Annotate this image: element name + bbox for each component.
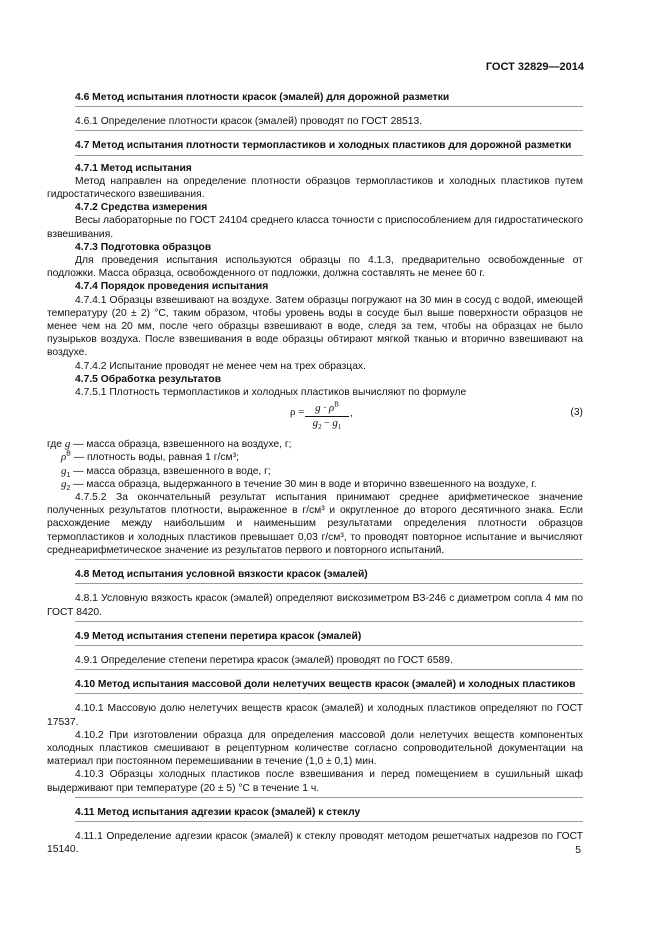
para-4-6-1: 4.6.1 Определение плотности красок (эмалей) проводят по ГОСТ 28513.: [75, 116, 423, 128]
para-4-10-2: 4.10.2 При изготовлении образца для определения массовой доли нелетучих веществ компонентых холодных пластиков смешивают в рецептурном количестве согласно сопроводительной документации на материал при постоянном перемешивании в течение (1,0 ± 0,1) мин.: [47, 729, 583, 768]
section-divider: [75, 559, 583, 560]
equation-number: (3): [570, 407, 583, 419]
section-4-9-title: 4.9 Метод испытания степени перетира красок (эмалей): [75, 630, 362, 642]
section-divider: [75, 669, 583, 670]
section-divider: [75, 797, 583, 798]
section-4-7-title: 4.7 Метод испытания плотности термопластиков и холодных пластиков для дорожной разметки: [75, 140, 572, 152]
section-divider: [75, 693, 583, 694]
variable-legend: [47, 438, 583, 491]
legend-item: где g — масса образца, взвешенного на воздухе, г;: [47, 438, 292, 451]
para-4-10-3: 4.10.3 Образцы холодных пластиков после взвешивания и перед помещением в сушильный шкаф выдерживают при температуре (20 ± 5) °С в течение 1 ч.: [47, 769, 583, 794]
document-body: [47, 91, 583, 856]
subsection-4-7-1-title: 4.7.1 Метод испытания: [75, 162, 192, 174]
document-header: ГОСТ 32829—2014: [485, 61, 584, 73]
section-divider: [75, 106, 583, 107]
legend-item: $g_2$ — масса образца, выдержанного в течение 30 мин в воде и вторично взвешенного на воздухе, г.: [61, 477, 537, 492]
section-4-11-title: 4.11 Метод испытания адгезии красок (эмалей) к стеклу: [75, 806, 361, 818]
formula-denominator: $g_2 - g_1$: [312, 417, 342, 432]
subsection-4-7-2-title: 4.7.2 Средства измерения: [75, 202, 208, 214]
section-divider: [75, 583, 583, 584]
legend-item: $\rho^B$ — плотность воды, равная 1 г/см³;: [61, 451, 239, 464]
para-4-9-1: 4.9.1 Определение степени перетира красок (эмалей) проводят по ГОСТ 6589.: [75, 654, 453, 666]
para-4-8-1: 4.8.1 Условную вязкость красок (эмалей) определяют вискозиметром ВЗ-246 с диаметром сопла 4 мм по ГОСТ 8420.: [47, 593, 583, 618]
section-4-6-title: 4.6 Метод испытания плотности красок (эмалей) для дорожной разметки: [75, 92, 450, 103]
formula-lhs: ρ =: [290, 406, 305, 419]
subsection-4-7-3-title: 4.7.3 Подготовка образцов: [75, 241, 212, 253]
section-4-10-title: 4.10 Метод испытания массовой доли нелетучих веществ красок (эмалей) и холодных пластиков: [75, 679, 576, 691]
subsection-4-7-4-title: 4.7.4 Порядок проведения испытания: [75, 281, 269, 293]
section-divider: [75, 130, 583, 131]
para-4-7-4-2: 4.7.4.2 Испытание проводят не менее чем на трех образцах.: [75, 360, 366, 372]
para-4-7-1: Метод направлен на определение плотности образцов термопластиков и холодных пластиков путем гидростатического взвешивания.: [47, 175, 583, 201]
section-4-8-title: 4.8 Метод испытания условной вязкости красок (эмалей): [75, 569, 368, 581]
subsection-4-7-5-title: 4.7.5 Обработка результатов: [75, 373, 222, 385]
legend-item: $g_1$ — масса образца, взвешенного в воде, г;: [61, 464, 271, 479]
para-4-10-1: 4.10.1 Массовую долю нелетучих веществ красок (эмалей) и холодных пластиков определяют по ГОСТ 17537.: [47, 703, 583, 728]
page-number: 5: [575, 845, 581, 856]
section-divider: [75, 821, 583, 822]
para-4-7-5-1: 4.7.5.1 Плотность термопластиков и холодных пластиков вычисляют по формуле: [75, 387, 467, 399]
para-4-7-3: Для проведения испытания используются образцы по 4.1.3, предварительно освобожденные от подложки. Масса образца, освобожденного от подложки, должна составлять не менее 60 г.: [47, 255, 583, 280]
section-divider: [75, 621, 583, 622]
section-divider: [75, 155, 583, 156]
formula-numerator: $g \cdot \rho^B$: [305, 402, 349, 417]
density-formula: [47, 402, 583, 436]
para-4-7-2: Весы лабораторные по ГОСТ 24104 среднего класса точности с приспособлением для гидростатического взвешивания.: [47, 215, 583, 240]
formula-comma: ,: [350, 408, 353, 420]
para-4-7-5-2: 4.7.5.2 За окончательный результат испытания принимают среднее арифметическое значение полученных результатов плотности, выраженное в г/см³ и округленное до второго десятичного знака. Если расхождение между наибольшим и наименьшим результатами определения плотности образцов термопластиков и холодных пластиков превышает 0,03 г/см³, то проводят повторное испытание и вычисляют среднеарифметическое значение из результатов первого и повторного испытаний.: [47, 492, 583, 556]
para-4-11-1: 4.11.1 Определение адгезии красок (эмалей) к стеклу проводят методом решетчатых надрезов по ГОСТ 15140.: [47, 830, 583, 856]
formula-fraction: [305, 402, 349, 430]
section-divider: [75, 645, 583, 646]
para-4-7-4-1: 4.7.4.1 Образцы взвешивают на воздухе. Затем образцы погружают на 30 мин в сосуд с водой, имеющей температуру (20 ± 2) °С, таким образом, чтобы уровень воды в сосуде был выше поверхности образцов не менее чем на 20 мм, после чего образцы взвешивают в воде, следя за тем, чтобы на образцах не было пузырьков воздуха. После взвешивания в воде образцы обтирают мягкой тканью и вторично взвешивают на воздухе.: [47, 294, 583, 359]
